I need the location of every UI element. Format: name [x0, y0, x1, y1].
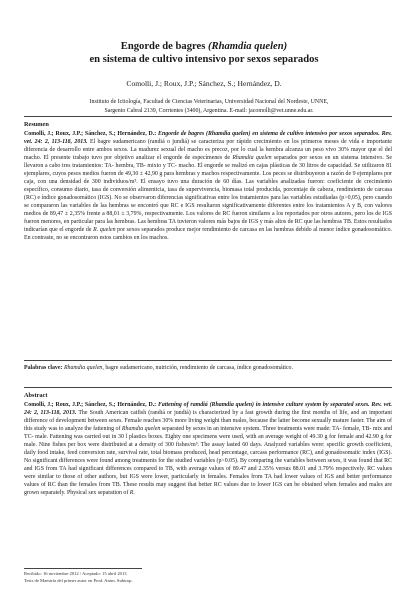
- resumen-text-1: El bagre sudamericano (randiá o jundiá) se caracteriza por rápido crecimiento en los primeros meses de vida e importante diferencia de desarrollo entre ambos sexos. La madurez sexual del macho es precoz, por lo cual la hembra alcanza un peso vivo 30% mayor que el del macho. El presente trabajo tuvo por objetivo analizar el engorde de especímenes de: [24, 138, 392, 161]
- resumen-text-3: por sexos separados produce mejor rendimiento de carcasa en las hembras debido al menor índice gonadosomático. En contraste, no se encontraron estos cambios en los machos.: [24, 227, 392, 242]
- resumen-heading: Resumen: [24, 121, 49, 128]
- keywords-body: [24, 364, 392, 372]
- keywords-label: Palabras clave:: [24, 365, 63, 371]
- abstract-body: [24, 401, 392, 498]
- resumen-section: [24, 121, 392, 242]
- title-line-2: en sistema de cultivo intensivo por sexos separados: [89, 54, 319, 65]
- footnote-divider: [24, 568, 142, 569]
- title-line-1: [0, 40, 408, 53]
- abstract-species-2: R.: [129, 490, 135, 497]
- thesis-note: Tesis de Maestría del primer autor en Prod. Anim. Subtrop.: [24, 577, 133, 583]
- abstract-text-1: The South American catfish (randiá or jundiá) is characterized by a fast growth during the first months of life, and an important difference of development between sexes. Female reaches 30% more living weight than males, because the latter become sexually mature faster. The aim of this study was to analyze the fattening of: [24, 409, 392, 432]
- resumen-species-2: R. quelen: [93, 227, 116, 234]
- abstract-cit-title: Fattening of ramdiá (Rhamdia quelen) in intensive culture system by separated sexes.: [157, 401, 370, 408]
- abstract-section: [24, 392, 392, 497]
- title-species: (Rhamdia quelen): [208, 41, 288, 52]
- top-divider: [24, 116, 392, 117]
- affiliation-line-2: Sargento Cabral 2139, Corrientes (3400), Argentina. E-mail: jacomolli@vet.unne.edu.ar.: [104, 107, 314, 114]
- resumen-cit-authors: Comolli, J.; Roux, J.P.; Sánchez, S.; Hernández, D.:: [24, 130, 157, 137]
- affiliation: [26, 98, 392, 115]
- footnotes: [24, 571, 392, 585]
- keywords-section: [24, 364, 392, 372]
- article-title: [0, 40, 408, 66]
- resumen-cit-title: Engorde de bagres (Rhamdia quelen) en sistema de cultivo intensivo por sexos separados.: [158, 130, 380, 137]
- abstract-cit-authors: Comolli, J.; Roux, J.P.; Sánchez, S.; Hernández, D.:: [24, 401, 157, 408]
- mid-divider-2: [24, 387, 392, 388]
- resumen-cit-ref: Rev. vet. 24: 2, 113-118, 2013.: [24, 130, 392, 145]
- received-note: Recibido: 16 noviembre 2012 / Aceptado: 15 abril 2013: [24, 571, 127, 576]
- mid-divider-1: [24, 360, 392, 361]
- abstract-text-2: separated by sexes in an intensive system. Three treatments were made: TA- female, TB- mix and TC- male. Fattening was carried out in 30 l plastics boxes. Eighty one specimens were used, with an average weight of 49.30 g for female and 42.90 g for male. Nine fishes per box were distributed at a density of 300 fishes/m³. The assay lasted 60 days. Analyzed variables were: specific growth coefficient, daily food intake, feed conversion rate, survival rate, total biomass produced, head percentage, carcass performance (RC), and gonadosomatic index (IGS). No significant differences were found among treatments for the studied variables (p>0.05). By comparing the variables between sexes, it was found that RC and IGS from TA had significant differences compared to TB, with average values of 89.47 and 2.35% versus 88.01 and 3.79% respectively. RC values were similar to those of other authors, but IGS were lower, particularly in females. Females from TA had lower values of IGS and better performance values of RC than the females from TB. These results may suggest that better RC values due to lower IGS can be obtained when females and males are grown separately. Physical sex separation of: [24, 425, 392, 497]
- affiliation-line-1: Instituto de Ictiología, Facultad de Ciencias Veterinarias, Universidad Nacional del Nordeste, UNNE,: [89, 99, 329, 105]
- abstract-cit-ref: Rev. vet. 24: 2, 113-118, 2013.: [24, 401, 392, 416]
- resumen-text-2: separados por sexos en un sistema intensivo. Se llevaron a cabo tres tratamientos: TA- hembra, TB- mixto y TC- macho. El engorde se realizó en cajas plásticas de 30 litros de capacidad. Se utilizaron 81 ejemplares, cuyos pesos medios fueron de 49,30 ± 42,90 g para hembras y machos respectivamente. Los peces se distribuyeron a razón de 9 ejemplares por caja, con una densidad de 300 individuos/m³. El ensayo tuvo una duración de 60 días. Las variables analizadas fueron: coeficiente de crecimiento específico, consumo diario, tasa de conversión alimenticia, tasa de supervivencia, biomasa total producida, porcentaje de cabeza, rendimiento de carcasa (RC) e índice gonadosomático (IGS). No se observaron diferencias significativas entre los tratamientos para las variables estudiadas (p>0,05), pero cuando se compararon las variables de las hembras se encontró que RC e IGS resultaron significativamente diferentes entre los tratamientos A y B, con valores medios de 89,47 ± 2,35% frente a 88,01 ± 3,79%, respectivamente. Los valores de RC fueron similares a los reportados por otros autores, pero los de IGS fueron menores, en particular para las hembras. Las hembras TA tuvieron valores más bajos de IGS y más altos de RC que las hembras TB. Estos resultados indicarían que el engorde de: [24, 154, 392, 234]
- resumen-species-1: Rhamdia quelen: [232, 154, 272, 161]
- resumen-body: [24, 130, 392, 243]
- abstract-heading: Abstract: [24, 392, 48, 399]
- keywords-species: Rhamdia quelen,: [63, 365, 104, 371]
- abstract-species-1: Rhamdia quelen: [121, 425, 161, 432]
- keywords-text: bagre sudamericano, nutrición, rendimiento de carcasa, índice gonadosomático.: [105, 365, 293, 371]
- title-prefix: Engorde de bagres: [120, 41, 209, 52]
- author-list: Comolli, J.; Roux, J.P.; Sánchez, S.; Hernández, D.: [126, 79, 282, 88]
